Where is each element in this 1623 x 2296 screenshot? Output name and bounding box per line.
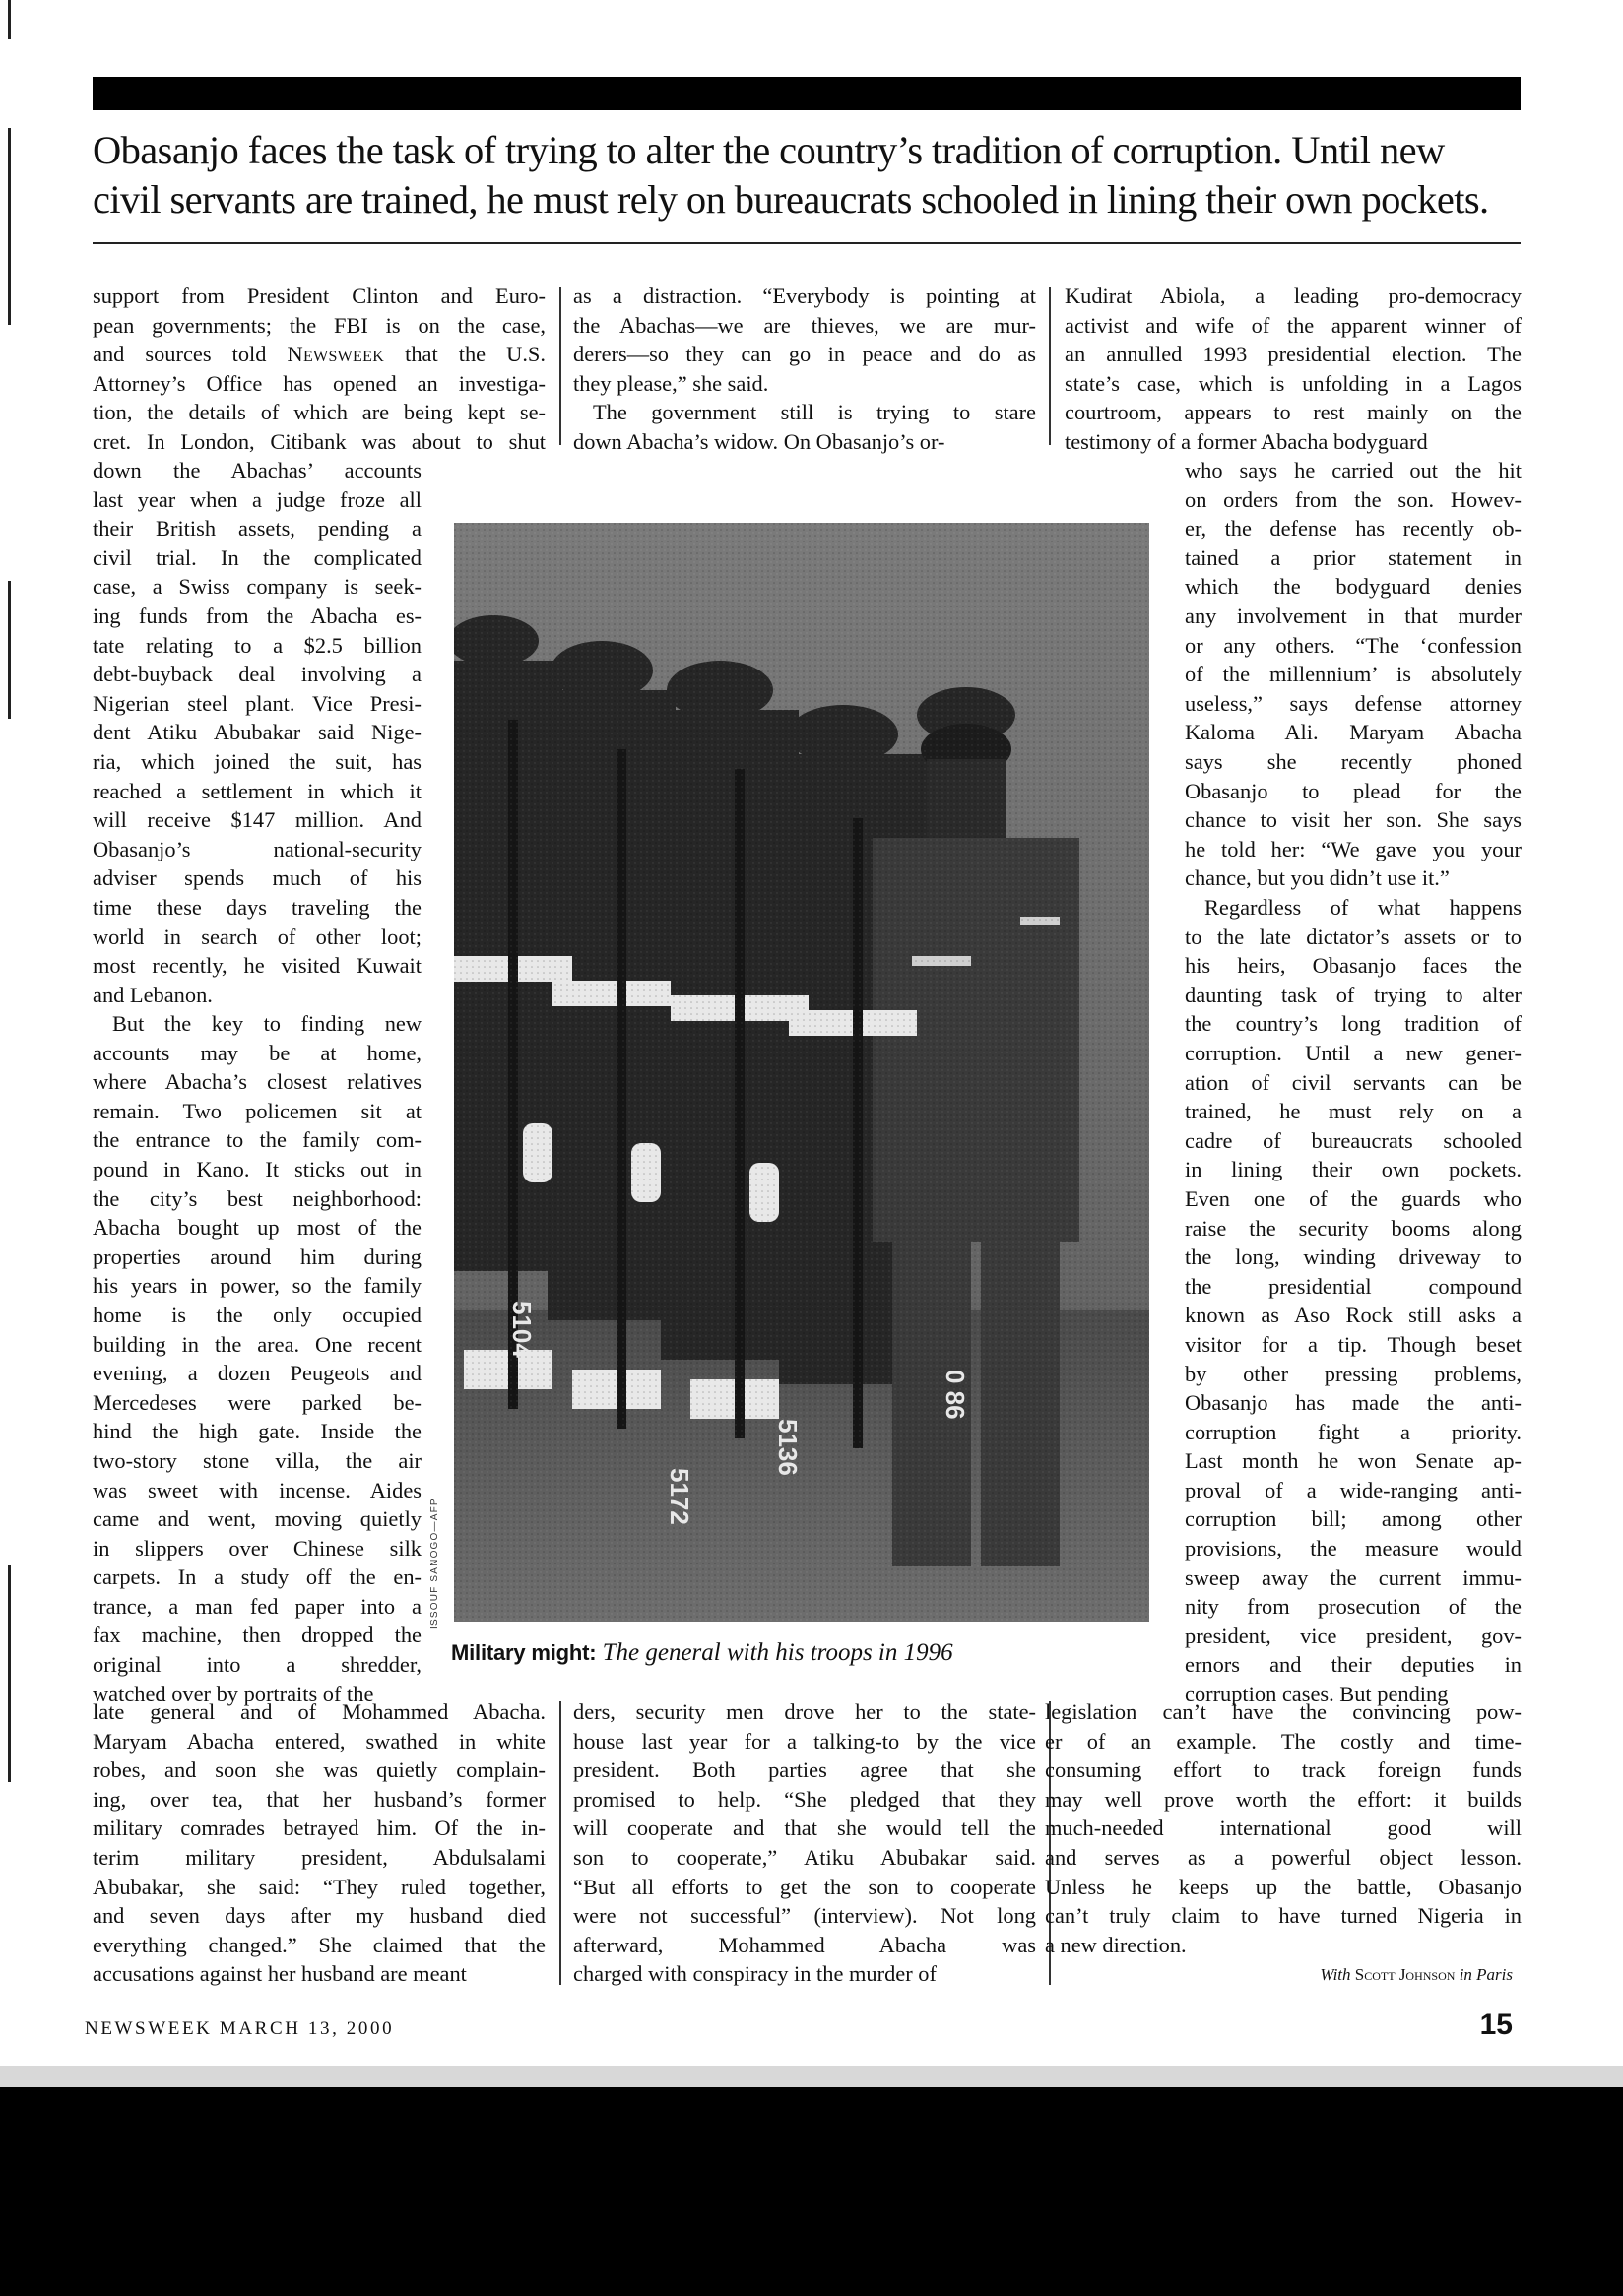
scan-background [0, 2087, 1623, 2296]
text-line: down the Abachas’ accounts [93, 458, 422, 482]
text-line: the long, winding driveway to [1185, 1244, 1522, 1270]
column-rule [1049, 287, 1051, 445]
text-line: may well prove worth the effort: it builds [1045, 1786, 1522, 1812]
text-line: everything changed.” She claimed that the [93, 1932, 546, 1957]
text-line: Kaloma Ali. Maryam Abacha [1185, 720, 1522, 745]
text-line: daunting task of trying to alter [1185, 982, 1522, 1007]
column-2-paragraph [573, 398, 1036, 456]
text-line: the Abachas—we are thieves, we are mur- [573, 312, 1036, 338]
text-line: ders, security men drove her to the state- [573, 1699, 1036, 1724]
column-1-bottom [93, 1697, 546, 1989]
text-line: will cooperate and that she would tell the [573, 1816, 1036, 1841]
scan-edge-mark [8, 581, 11, 719]
text-line: accusations against her husband are meant [93, 1961, 467, 1987]
text-line: Even one of the guards who [1185, 1185, 1522, 1211]
text-line: of the millennium’ is absolutely [1185, 662, 1522, 687]
text-line: consuming effort to track foreign funds [1045, 1757, 1522, 1783]
text-line: time these days traveling the [93, 894, 422, 920]
text-line: remain. Two policemen sit at [93, 1098, 422, 1123]
text-line: But the key to finding new [112, 1011, 422, 1036]
text-line: tion, the details of which are being kept se- [93, 400, 546, 425]
text-line: any involvement in that murder [1185, 603, 1522, 628]
text-line: a new direction. [1045, 1932, 1187, 1957]
soldier-number-tag: 5136 [773, 1419, 803, 1476]
text-line: late general and of Mohammed Abacha. [93, 1699, 546, 1724]
text-line: afterward, Mohammed Abacha was [573, 1932, 1036, 1957]
column-3-narrow [1185, 456, 1522, 893]
text-line: tained a prior statement in [1185, 544, 1522, 570]
column-1-narrow [93, 456, 422, 1009]
text-line: reached a settlement in which it [93, 778, 422, 803]
text-line: activist and wife of the apparent winner of [1065, 312, 1522, 338]
text-line: Kudirat Abiola, a leading pro-democracy [1065, 284, 1522, 308]
text-line: their British assets, pending a [93, 516, 422, 542]
text-line: where Abacha’s closest relatives [93, 1069, 422, 1095]
text-line: The government still is trying to stare [593, 400, 1036, 424]
text-line: robes, and soon she was quietly complain- [93, 1757, 546, 1783]
text-line: proval of a wide-ranging anti- [1185, 1477, 1522, 1502]
text-line: chance, but you didn’t use it.” [1185, 865, 1450, 891]
text-line: Attorney’s Office has opened an investiga- [93, 370, 546, 396]
text-line: house last year for a talking-to by the vice [573, 1728, 1036, 1754]
pull-quote-rule [93, 242, 1521, 244]
text-line: Obasanjo’s national-security [93, 836, 422, 861]
text-line: and Lebanon. [93, 982, 213, 1007]
column-3-top [1065, 282, 1522, 457]
text-line: down Abacha’s widow. On Obasanjo’s or- [573, 428, 945, 454]
text-line: was sweet with incense. Aides [93, 1477, 422, 1502]
text-line: accounts may be at home, [93, 1040, 422, 1065]
text-line: trained, he must rely on a [1185, 1099, 1522, 1124]
text-line: two-story stone villa, the air [93, 1447, 422, 1473]
text-line: his years in power, so the family [93, 1273, 422, 1299]
column-1-top [93, 282, 546, 457]
text-line: came and went, moving quietly [93, 1506, 422, 1532]
text-line: and sources told Newsweek that the U.S. [93, 342, 546, 367]
text-line: evening, a dozen Peugeots and [93, 1361, 422, 1386]
header-rule-bar [93, 77, 1521, 110]
text-line: his heirs, Obasanjo faces the [1185, 953, 1522, 979]
text-line: er, the defense has recently ob- [1185, 516, 1522, 542]
text-line: charged with conspiracy in the murder of [573, 1961, 937, 1987]
text-line: by other pressing problems, [1185, 1361, 1522, 1386]
column-3-paragraph [1185, 893, 1522, 1709]
text-line: which the bodyguard denies [1185, 574, 1522, 600]
text-line: Nigerian steel plant. Vice Presi- [93, 690, 422, 716]
column-2-bottom [573, 1697, 1036, 1989]
text-line: Regardless of what happens [1204, 895, 1522, 920]
byline-name: Scott Johnson [1354, 1965, 1456, 1984]
column-rule [559, 287, 561, 445]
text-line: ing, over tea, that her husband’s former [93, 1786, 546, 1812]
text-line: legislation can’t have the convincing pow- [1045, 1699, 1522, 1724]
text-line: much-needed international good will [1045, 1816, 1522, 1841]
scan-edge-mark [8, 1565, 11, 1782]
text-line: raise the security booms along [1185, 1215, 1522, 1241]
text-line: chance to visit her son. She says [1185, 807, 1522, 833]
text-line: dent Atiku Abubakar said Nige- [93, 720, 422, 745]
text-line: will receive $147 million. And [93, 807, 422, 833]
scan-edge-mark [8, 0, 11, 39]
photo-image [454, 523, 1149, 1622]
pull-quote-line: Obasanjo faces the task of trying to alter the country’s tradition of corruption. Until new [93, 128, 1445, 172]
text-line: pound in Kano. It sticks out in [93, 1156, 422, 1181]
text-line: fax machine, then dropped the [93, 1623, 422, 1648]
page-number: 15 [1479, 2009, 1513, 2041]
scan-edge [0, 2066, 1623, 2089]
contributor-byline [1241, 1965, 1513, 1985]
footer-date: MARCH 13, 2000 [219, 2018, 395, 2039]
text-line: an annulled 1993 presidential election. The [1065, 342, 1522, 367]
pull-quote [93, 126, 1530, 224]
text-line: sweep away the current immu- [1185, 1564, 1522, 1590]
soldier-number-tag: 5172 [665, 1468, 694, 1525]
text-line: useless,” says defense attorney [1185, 690, 1522, 716]
text-line: hind the high gate. Inside the [93, 1419, 422, 1444]
text-line: he told her: “We gave you your [1185, 836, 1522, 861]
text-line: the city’s best neighborhood: [93, 1185, 422, 1211]
text-line: ria, which joined the suit, has [93, 748, 422, 774]
text-line: last year when a judge froze all [93, 486, 422, 512]
pull-quote-line: civil servants are trained, he must rely on bureaucrats schooled in lining their own pockets. [93, 177, 1489, 222]
text-line: debt-buyback deal involving a [93, 662, 422, 687]
text-line: were not successful” (interview). Not long [573, 1903, 1036, 1929]
byline-with: With [1320, 1965, 1351, 1984]
text-line: home is the only occupied [93, 1302, 422, 1327]
text-line: or any others. “The ‘confession [1185, 632, 1522, 658]
text-line: cret. In London, Citibank was about to shut [93, 428, 546, 454]
text-line: carpets. In a study off the en- [93, 1564, 422, 1590]
text-line: son to cooperate,” Atiku Abubakar said. [573, 1844, 1036, 1870]
text-line: world in search of other loot; [93, 924, 422, 949]
text-line: Maryam Abacha entered, swathed in white [93, 1728, 546, 1754]
caption-lead: Military might: [451, 1640, 597, 1665]
photo-caption [451, 1638, 1160, 1668]
text-line: ing funds from the Abacha es- [93, 603, 422, 628]
military-parade-photo [454, 523, 1149, 1622]
text-line: corruption. Until a new gener- [1185, 1040, 1522, 1065]
text-line: ation of civil servants can be [1185, 1069, 1522, 1095]
text-line: on orders from the son. Howev- [1185, 486, 1522, 512]
text-line: pean governments; the FBI is on the case, [93, 312, 546, 338]
text-line: and serves as a powerful object lesson. [1045, 1844, 1522, 1870]
text-line: properties around him during [93, 1244, 422, 1269]
text-line: can’t truly claim to have turned Nigeria in [1045, 1903, 1522, 1929]
text-line: case, a Swiss company is seek- [93, 574, 422, 600]
text-line: Obasanjo has made the anti- [1185, 1390, 1522, 1416]
text-line: civil trial. In the complicated [93, 544, 422, 570]
text-line: they please,” she said. [573, 370, 769, 396]
text-line: who says he carried out the hit [1185, 458, 1522, 482]
text-line: president. Both parties agree that she [573, 1757, 1036, 1783]
text-line: as a distraction. “Everybody is pointing at [573, 284, 1036, 308]
text-line: and seven days after my husband died [93, 1903, 546, 1929]
text-line: building in the area. One recent [93, 1331, 422, 1357]
text-line: military comrades betrayed him. Of the in- [93, 1816, 546, 1841]
soldier-number-tag: 0 86 [941, 1370, 970, 1420]
text-line: visitor for a tip. Though beset [1185, 1331, 1522, 1357]
text-line: nity from prosecution of the [1185, 1594, 1522, 1620]
text-line: the entrance to the family com- [93, 1127, 422, 1153]
text-line: terim military president, Abdulsalami [93, 1844, 546, 1870]
text-line: says she recently phoned [1185, 748, 1522, 774]
text-line: president, vice president, gov- [1185, 1623, 1522, 1648]
soldier-number-tag: 5104 [507, 1301, 537, 1358]
text-line: adviser spends much of his [93, 865, 422, 891]
text-line: testimony of a former Abacha bodyguard [1065, 428, 1428, 454]
text-line: to the late dictator’s assets or to [1185, 924, 1522, 949]
byline-place: in Paris [1459, 1965, 1513, 1984]
text-line: the country’s long tradition of [1185, 1011, 1522, 1037]
text-line: Last month he won Senate ap- [1185, 1448, 1522, 1474]
text-line: corruption bill; among other [1185, 1506, 1522, 1532]
text-line: courtroom, appears to rest mainly on the [1065, 400, 1522, 425]
text-line: promised to help. “She pledged that they [573, 1786, 1036, 1812]
text-line: known as Aso Rock still asks a [1185, 1303, 1522, 1328]
text-line: trance, a man fed paper into a [93, 1593, 422, 1619]
photo-credit: ISSOUF SANOGO—AFP [429, 1498, 440, 1629]
text-line: watched over by portraits of the [93, 1681, 374, 1706]
column-rule [559, 1701, 561, 1985]
text-line: state’s case, which is unfolding in a Lagos [1065, 370, 1522, 396]
text-line: corruption cases. But pending [1185, 1682, 1449, 1707]
text-line: corruption fight a priority. [1185, 1419, 1522, 1444]
text-line: in lining their own pockets. [1185, 1157, 1522, 1182]
text-line: most recently, he visited Kuwait [93, 953, 422, 979]
scan-edge-mark [8, 128, 11, 325]
column-3-bottom [1045, 1697, 1522, 1959]
text-line: Unless he keeps up the battle, Obasanjo [1045, 1874, 1522, 1899]
text-line: Mercedeses were parked be- [93, 1389, 422, 1415]
text-line: Abacha bought up most of the [93, 1215, 422, 1241]
text-line: Abubakar, she said: “They ruled together, [93, 1874, 546, 1899]
text-line: tate relating to a $2.5 billion [93, 632, 422, 658]
page-footer [85, 2018, 394, 2040]
text-line: the presidential compound [1185, 1273, 1522, 1299]
text-line: “But all efforts to get the son to cooperate [573, 1874, 1036, 1899]
text-line: er of an example. The costly and time- [1045, 1728, 1522, 1754]
text-line: derers—so they can go in peace and do as [573, 342, 1036, 367]
text-line: cadre of bureaucrats schooled [1185, 1127, 1522, 1153]
text-line: ernors and their deputies in [1185, 1652, 1522, 1678]
text-line: support from President Clinton and Euro- [93, 284, 546, 308]
column-1-paragraph [93, 1009, 422, 1708]
text-line: provisions, the measure would [1185, 1536, 1522, 1562]
column-2-top [573, 282, 1036, 398]
footer-magazine: NEWSWEEK [85, 2018, 213, 2039]
text-line: in slippers over Chinese silk [93, 1535, 422, 1561]
text-line: Obasanjo to plead for the [1185, 778, 1522, 803]
caption-text: The general with his troops in 1996 [602, 1639, 953, 1666]
text-line: original into a shredder, [93, 1652, 422, 1678]
newsweek-wordmark: Newsweek [287, 342, 385, 367]
